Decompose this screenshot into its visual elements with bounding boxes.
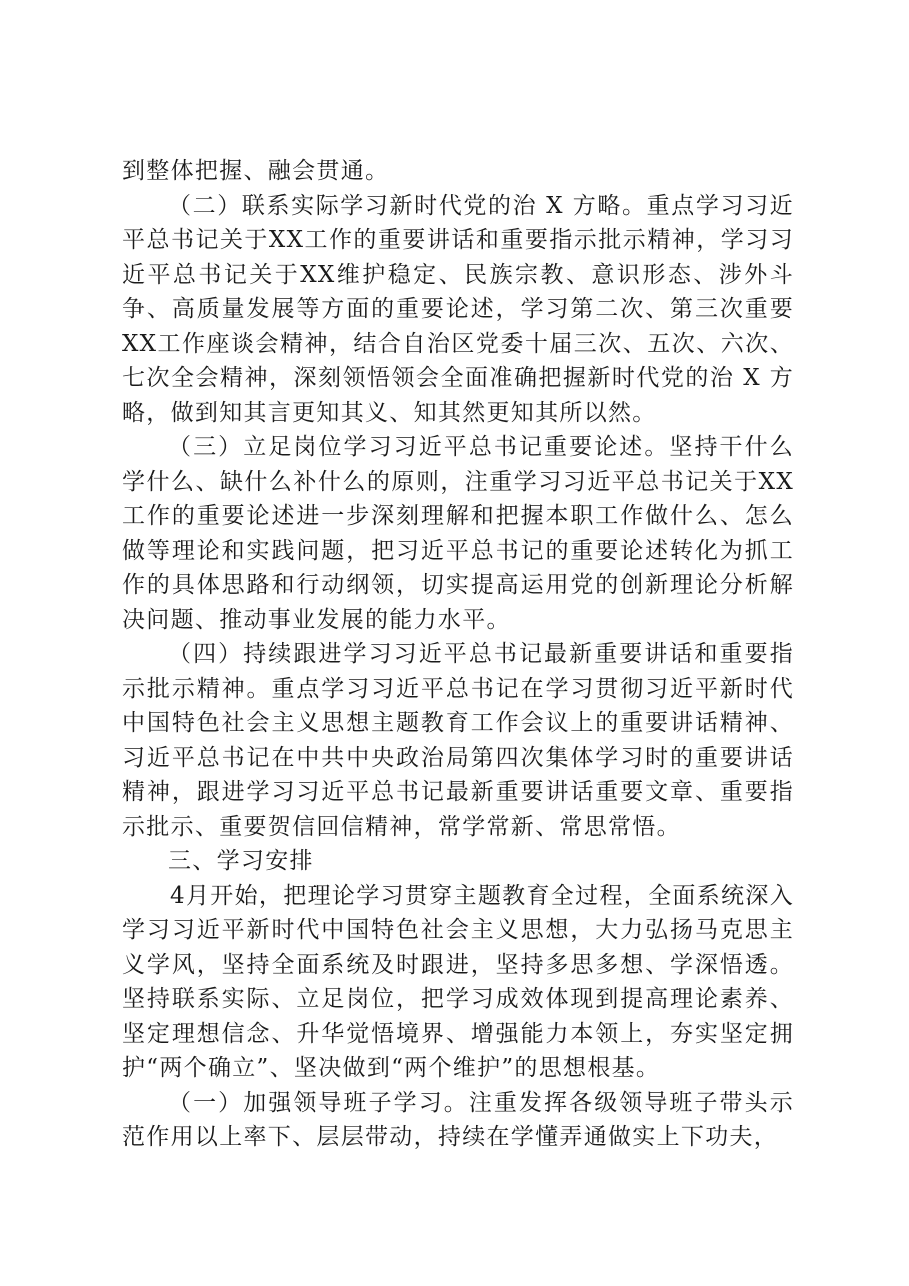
heading-study-arrangement: 三、学习安排 <box>168 848 314 874</box>
paragraph-section-4: （四）持续跟进学习习近平总书记最新重要讲话和重要指示批示精神。重点学习习近平总书记在学习贯彻习近平新时代中国特色社会主义思想主题教育工作会议上的重要讲话精神、习近平总书记在中共中央政治局第四次集体学习时的重要讲话精神，跟进学习习近平总书记最新重要讲话重要文章、重要指示批示、重要贺信回信精神，常学常新、常思常悟。 <box>122 641 794 840</box>
document-body <box>122 154 794 1155</box>
paragraph-continuation: 到整体把握、融会贯通。 <box>122 158 390 184</box>
paragraph-leadership-study: （一）加强领导班子学习。注重发挥各级领导班子带头示范作用以上率下、层层带动，持续在学懂弄通做实上下功夫， <box>122 1089 794 1150</box>
paragraph-study-plan: 4月开始，把理论学习贯穿主题教育全过程，全面系统深入学习习近平新时代中国特色社会主义思想，大力弘扬马克思主义学风，坚持全面系统及时跟进，坚持多思多想、学深悟透。坚持联系实际、立足岗位，把学习成效体现到提高理论素养、坚定理想信念、升华觉悟境界、增强能力本领上，夯实坚定拥护“两个确立”、坚决做到“两个维护”的思想根基。 <box>122 882 794 1081</box>
paragraph-section-2: （二）联系实际学习新时代党的治 X 方略。重点学习习近平总书记关于XX工作的重要讲话和重要指示批示精神，学习习近平总书记关于XX维护稳定、民族宗教、意识形态、涉外斗争、高质量发展等方面的重要论述，学习第二次、第三次重要XX工作座谈会精神，结合自治区党委十届三次、五次、六次、七次全会精神，深刻领悟领会全面准确把握新时代党的治 X 方略，做到知其言更知其义、知其然更知其所以然。 <box>122 192 794 426</box>
paragraph-section-3: （三）立足岗位学习习近平总书记重要论述。坚持干什么学什么、缺什么补什么的原则，注重学习习近平总书记关于XX工作的重要论述进一步深刻理解和把握本职工作做什么、怎么做等理论和实践问题，把习近平总书记的重要论述转化为抓工作的具体思路和行动纲领，切实提高运用党的创新理论分析解决问题、推动事业发展的能力水平。 <box>122 434 794 633</box>
